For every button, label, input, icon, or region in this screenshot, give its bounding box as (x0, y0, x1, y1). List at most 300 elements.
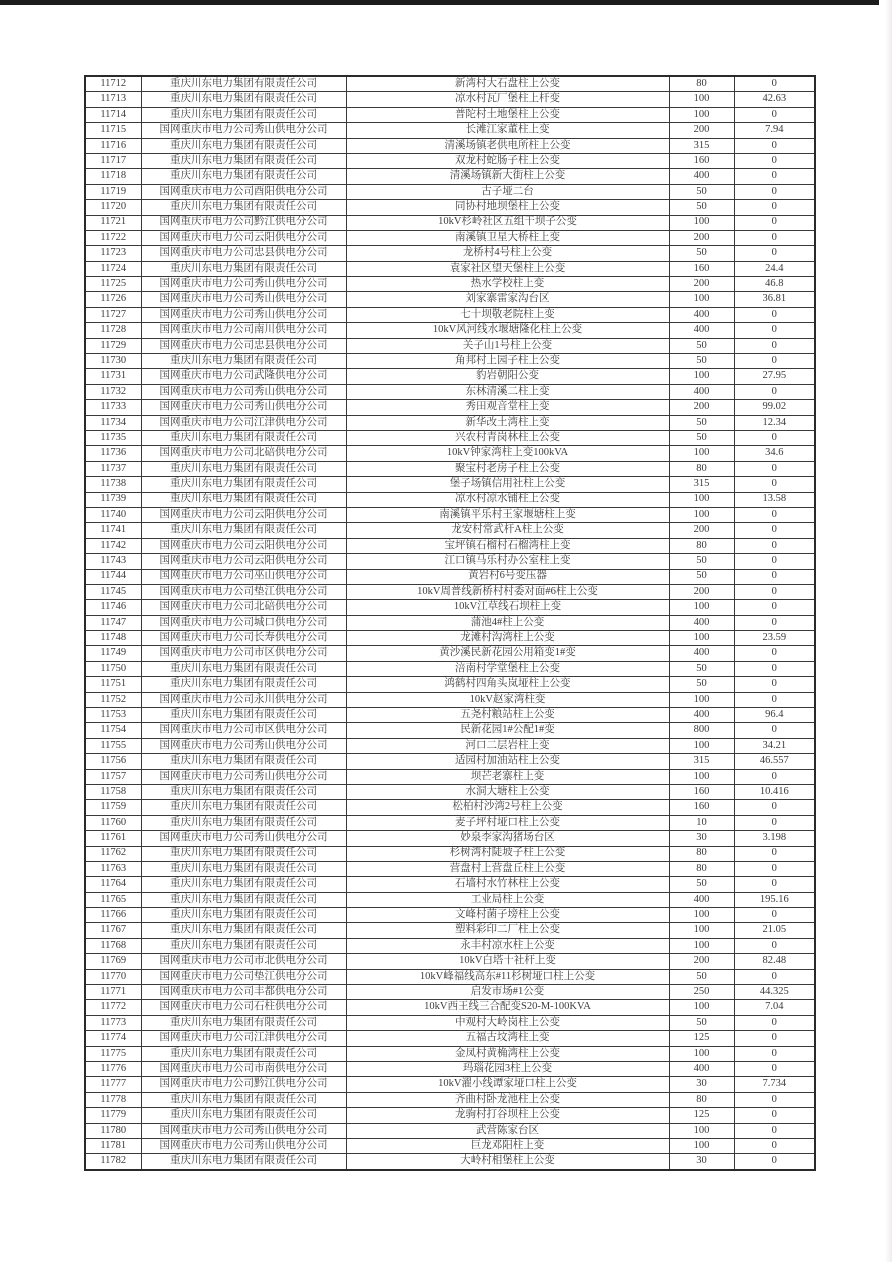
cell-value: 0 (734, 354, 815, 369)
table-row (85, 307, 815, 322)
cell-company: 重庆川东电力集团有限责任公司 (141, 1046, 346, 1061)
cell-capacity: 200 (669, 523, 734, 538)
cell-id: 11738 (85, 477, 141, 492)
cell-id: 11741 (85, 523, 141, 538)
cell-value: 0 (734, 861, 815, 876)
cell-name: 凉水村瓦厂堡柱上杆变 (346, 92, 669, 107)
cell-company: 国网重庆市电力公司酉阳供电分公司 (141, 184, 346, 199)
cell-id: 11772 (85, 1000, 141, 1015)
cell-name: 龙滩村沟湾柱上公变 (346, 631, 669, 646)
cell-value: 0 (734, 661, 815, 676)
cell-id: 11724 (85, 261, 141, 276)
cell-name: 凉水村凉水铺柱上公变 (346, 492, 669, 507)
cell-company: 重庆川东电力集团有限责任公司 (141, 708, 346, 723)
cell-id: 11778 (85, 1092, 141, 1107)
cell-company: 国网重庆市电力公司云阳供电分公司 (141, 554, 346, 569)
cell-id: 11755 (85, 738, 141, 753)
cell-name: 宝坪镇石榴村石榴湾柱上变 (346, 538, 669, 553)
cell-id: 11719 (85, 184, 141, 199)
cell-name: 黄沙溪民新花园公用箱变1#变 (346, 646, 669, 661)
cell-id: 11774 (85, 1031, 141, 1046)
cell-id: 11751 (85, 677, 141, 692)
cell-company: 重庆川东电力集团有限责任公司 (141, 1092, 346, 1107)
cell-capacity: 125 (669, 1108, 734, 1123)
cell-value: 0 (734, 1123, 815, 1138)
cell-company: 国网重庆市电力公司秀山供电分公司 (141, 738, 346, 753)
cell-company: 国网重庆市电力公司永川供电分公司 (141, 692, 346, 707)
cell-id: 11749 (85, 646, 141, 661)
cell-capacity: 160 (669, 784, 734, 799)
cell-capacity: 30 (669, 831, 734, 846)
cell-capacity: 160 (669, 800, 734, 815)
cell-name: 10kV赵家湾柱变 (346, 692, 669, 707)
cell-name: 五福古坟湾柱上变 (346, 1031, 669, 1046)
cell-capacity: 10 (669, 815, 734, 830)
cell-name: 适园村加油站柱上公变 (346, 754, 669, 769)
cell-id: 11765 (85, 892, 141, 907)
cell-name: 麦子坪村垭口柱上公变 (346, 815, 669, 830)
cell-capacity: 100 (669, 215, 734, 230)
table-row (85, 400, 815, 415)
table-row (85, 969, 815, 984)
cell-name: 黄岩村6号变压器 (346, 569, 669, 584)
cell-name: 清溪场镇新大街柱上公变 (346, 169, 669, 184)
cell-name: 刘家寨雷家沟台区 (346, 292, 669, 307)
table-row (85, 784, 815, 799)
cell-id: 11777 (85, 1077, 141, 1092)
cell-value: 0 (734, 246, 815, 261)
cell-capacity: 125 (669, 1031, 734, 1046)
cell-value: 0 (734, 1031, 815, 1046)
cell-id: 11723 (85, 246, 141, 261)
cell-value: 7.734 (734, 1077, 815, 1092)
cell-name: 10kV西王线三合配变S20-M-100KVA (346, 1000, 669, 1015)
cell-value: 0 (734, 800, 815, 815)
cell-capacity: 400 (669, 307, 734, 322)
cell-capacity: 100 (669, 738, 734, 753)
table-row (85, 107, 815, 122)
cell-name: 堡子场镇信用社柱上公变 (346, 477, 669, 492)
cell-company: 重庆川东电力集团有限责任公司 (141, 1154, 346, 1170)
table-row (85, 1000, 815, 1015)
cell-capacity: 100 (669, 923, 734, 938)
cell-id: 11748 (85, 631, 141, 646)
cell-name: 齐曲村卧龙池柱上公变 (346, 1092, 669, 1107)
cell-capacity: 80 (669, 76, 734, 92)
cell-value: 0 (734, 507, 815, 522)
table-row (85, 230, 815, 245)
cell-name: 松柏村沙湾2号柱上公变 (346, 800, 669, 815)
cell-company: 重庆川东电力集团有限责任公司 (141, 800, 346, 815)
cell-value: 0 (734, 307, 815, 322)
cell-id: 11733 (85, 400, 141, 415)
cell-id: 11746 (85, 600, 141, 615)
table-row (85, 215, 815, 230)
table-row (85, 1015, 815, 1030)
cell-name: 古子垭二台 (346, 184, 669, 199)
cell-value: 0 (734, 877, 815, 892)
cell-id: 11782 (85, 1154, 141, 1170)
cell-name: 鸿鹤村四角头岚垭柱上公变 (346, 677, 669, 692)
cell-value: 23.59 (734, 631, 815, 646)
cell-company: 国网重庆市电力公司云阳供电分公司 (141, 230, 346, 245)
table-row (85, 738, 815, 753)
cell-id: 11754 (85, 723, 141, 738)
table-row (85, 769, 815, 784)
table-row (85, 92, 815, 107)
cell-name: 豹岩朝阳公变 (346, 369, 669, 384)
cell-value: 0 (734, 584, 815, 599)
cell-id: 11736 (85, 446, 141, 461)
cell-value: 0 (734, 615, 815, 630)
cell-id: 11716 (85, 138, 141, 153)
cell-value: 0 (734, 677, 815, 692)
cell-company: 国网重庆市电力公司秀山供电分公司 (141, 1123, 346, 1138)
cell-company: 重庆川东电力集团有限责任公司 (141, 861, 346, 876)
cell-id: 11773 (85, 1015, 141, 1030)
table-row (85, 200, 815, 215)
cell-capacity: 100 (669, 369, 734, 384)
cell-company: 重庆川东电力集团有限责任公司 (141, 461, 346, 476)
cell-value: 0 (734, 846, 815, 861)
table-row (85, 661, 815, 676)
cell-capacity: 100 (669, 769, 734, 784)
cell-name: 巨龙邓阳柱上变 (346, 1138, 669, 1153)
cell-name: 工业局柱上公变 (346, 892, 669, 907)
cell-id: 11728 (85, 323, 141, 338)
cell-id: 11747 (85, 615, 141, 630)
cell-name: 10kV濯小线谭家垭口柱上公变 (346, 1077, 669, 1092)
cell-capacity: 50 (669, 969, 734, 984)
table-row (85, 831, 815, 846)
cell-company: 国网重庆市电力公司秀山供电分公司 (141, 384, 346, 399)
cell-name: 蒲池4#柱上公变 (346, 615, 669, 630)
cell-name: 10kV白塔十社杆上变 (346, 954, 669, 969)
cell-capacity: 80 (669, 846, 734, 861)
cell-company: 重庆川东电力集团有限责任公司 (141, 661, 346, 676)
cell-value: 0 (734, 815, 815, 830)
cell-value: 0 (734, 169, 815, 184)
cell-name: 聚宝村老房子柱上公变 (346, 461, 669, 476)
cell-capacity: 100 (669, 1046, 734, 1061)
cell-id: 11743 (85, 554, 141, 569)
cell-id: 11758 (85, 784, 141, 799)
table-row (85, 369, 815, 384)
table-row (85, 1031, 815, 1046)
cell-value: 0 (734, 200, 815, 215)
cell-capacity: 100 (669, 92, 734, 107)
cell-capacity: 50 (669, 184, 734, 199)
cell-capacity: 250 (669, 985, 734, 1000)
cell-capacity: 200 (669, 230, 734, 245)
page-right-edge (885, 0, 892, 1262)
cell-name: 五尧村粮站柱上公变 (346, 708, 669, 723)
cell-value: 0 (734, 1138, 815, 1153)
cell-company: 国网重庆市电力公司南川供电分公司 (141, 323, 346, 338)
cell-id: 11727 (85, 307, 141, 322)
cell-company: 国网重庆市电力公司黔江供电分公司 (141, 215, 346, 230)
table-row (85, 123, 815, 138)
cell-company: 重庆川东电力集团有限责任公司 (141, 892, 346, 907)
cell-name: 兴农村青岗林柱上公变 (346, 430, 669, 445)
records-table (84, 75, 816, 1171)
cell-name: 七十坝敬老院柱上变 (346, 307, 669, 322)
cell-capacity: 400 (669, 1062, 734, 1077)
cell-capacity: 315 (669, 754, 734, 769)
cell-capacity: 200 (669, 954, 734, 969)
cell-id: 11768 (85, 938, 141, 953)
cell-capacity: 80 (669, 861, 734, 876)
table-row (85, 277, 815, 292)
cell-id: 11760 (85, 815, 141, 830)
cell-capacity: 400 (669, 615, 734, 630)
cell-name: 10kV峰福线高东#11杉树垭口柱上公变 (346, 969, 669, 984)
cell-name: 杉树湾村陡坡子柱上公变 (346, 846, 669, 861)
cell-company: 国网重庆市电力公司巫山供电分公司 (141, 569, 346, 584)
cell-company: 重庆川东电力集团有限责任公司 (141, 138, 346, 153)
cell-value: 3.198 (734, 831, 815, 846)
cell-name: 金凤村黄桷湾柱上公变 (346, 1046, 669, 1061)
cell-name: 妙泉李家沟猪场台区 (346, 831, 669, 846)
cell-id: 11740 (85, 507, 141, 522)
table-row (85, 646, 815, 661)
cell-company: 国网重庆市电力公司城口供电分公司 (141, 615, 346, 630)
cell-value: 0 (734, 938, 815, 953)
table-row (85, 261, 815, 276)
cell-name: 关子山1号柱上公变 (346, 338, 669, 353)
table-row (85, 954, 815, 969)
cell-company: 国网重庆市电力公司秀山供电分公司 (141, 277, 346, 292)
table-row (85, 908, 815, 923)
cell-id: 11766 (85, 908, 141, 923)
cell-company: 国网重庆市电力公司秀山供电分公司 (141, 292, 346, 307)
cell-value: 0 (734, 153, 815, 168)
cell-id: 11763 (85, 861, 141, 876)
cell-company: 国网重庆市电力公司江津供电分公司 (141, 415, 346, 430)
table-row (85, 323, 815, 338)
page-top-edge-bar (0, 0, 879, 5)
cell-name: 武营陈家台区 (346, 1123, 669, 1138)
cell-id: 11775 (85, 1046, 141, 1061)
cell-id: 11737 (85, 461, 141, 476)
table-row (85, 985, 815, 1000)
cell-capacity: 80 (669, 461, 734, 476)
table-row (85, 169, 815, 184)
cell-capacity: 50 (669, 677, 734, 692)
cell-value: 82.48 (734, 954, 815, 969)
cell-company: 国网重庆市电力公司市区供电分公司 (141, 723, 346, 738)
cell-id: 11752 (85, 692, 141, 707)
cell-company: 重庆川东电力集团有限责任公司 (141, 430, 346, 445)
cell-company: 重庆川东电力集团有限责任公司 (141, 107, 346, 122)
cell-id: 11781 (85, 1138, 141, 1153)
cell-value: 0 (734, 477, 815, 492)
cell-name: 龙桥村4号柱上公变 (346, 246, 669, 261)
cell-value: 0 (734, 692, 815, 707)
cell-id: 11750 (85, 661, 141, 676)
cell-company: 重庆川东电力集团有限责任公司 (141, 877, 346, 892)
cell-name: 中观村大岭岗柱上公变 (346, 1015, 669, 1030)
cell-company: 国网重庆市电力公司市南供电分公司 (141, 1062, 346, 1077)
table-row (85, 877, 815, 892)
cell-capacity: 100 (669, 446, 734, 461)
table-row (85, 708, 815, 723)
cell-value: 0 (734, 107, 815, 122)
cell-company: 国网重庆市电力公司石柱供电分公司 (141, 1000, 346, 1015)
cell-name: 民新花园1#公配1#变 (346, 723, 669, 738)
table-row (85, 446, 815, 461)
cell-capacity: 50 (669, 554, 734, 569)
cell-name: 热水学校柱上变 (346, 277, 669, 292)
table-row (85, 1077, 815, 1092)
cell-capacity: 400 (669, 384, 734, 399)
cell-id: 11780 (85, 1123, 141, 1138)
cell-id: 11767 (85, 923, 141, 938)
table-row (85, 153, 815, 168)
cell-name: 清溪场镇老供电所柱上公变 (346, 138, 669, 153)
cell-value: 0 (734, 384, 815, 399)
cell-name: 10kV风河线水堰塘隆化柱上公变 (346, 323, 669, 338)
cell-capacity: 800 (669, 723, 734, 738)
cell-company: 重庆川东电力集团有限责任公司 (141, 846, 346, 861)
cell-id: 11779 (85, 1108, 141, 1123)
cell-name: 角邦村上园子柱上公变 (346, 354, 669, 369)
cell-name: 江口镇马乐村办公室柱上变 (346, 554, 669, 569)
table-row (85, 1062, 815, 1077)
cell-name: 龙驹村打谷坝柱上公变 (346, 1108, 669, 1123)
cell-id: 11714 (85, 107, 141, 122)
cell-value: 0 (734, 600, 815, 615)
table-row (85, 1123, 815, 1138)
cell-value: 7.04 (734, 1000, 815, 1015)
cell-value: 13.58 (734, 492, 815, 507)
cell-capacity: 50 (669, 338, 734, 353)
cell-id: 11731 (85, 369, 141, 384)
cell-capacity: 100 (669, 600, 734, 615)
cell-company: 国网重庆市电力公司忠县供电分公司 (141, 246, 346, 261)
cell-capacity: 160 (669, 153, 734, 168)
cell-name: 同协村地坝堡柱上公变 (346, 200, 669, 215)
table-row (85, 1046, 815, 1061)
cell-name: 启发市场#1公变 (346, 985, 669, 1000)
table-row (85, 477, 815, 492)
cell-value: 0 (734, 538, 815, 553)
cell-company: 国网重庆市电力公司长寿供电分公司 (141, 631, 346, 646)
cell-value: 34.21 (734, 738, 815, 753)
cell-capacity: 50 (669, 430, 734, 445)
cell-value: 0 (734, 1046, 815, 1061)
cell-value: 46.557 (734, 754, 815, 769)
table-row (85, 584, 815, 599)
cell-value: 0 (734, 1015, 815, 1030)
cell-value: 99.02 (734, 400, 815, 415)
cell-value: 0 (734, 230, 815, 245)
cell-name: 普陀村土地堡柱上公变 (346, 107, 669, 122)
cell-company: 重庆川东电力集团有限责任公司 (141, 815, 346, 830)
cell-value: 0 (734, 184, 815, 199)
table-row (85, 846, 815, 861)
cell-capacity: 400 (669, 169, 734, 184)
cell-value: 0 (734, 969, 815, 984)
table-row (85, 754, 815, 769)
cell-id: 11770 (85, 969, 141, 984)
cell-value: 0 (734, 523, 815, 538)
table-row (85, 354, 815, 369)
table-body (85, 76, 815, 1170)
cell-capacity: 400 (669, 323, 734, 338)
cell-name: 河口二层岩柱上变 (346, 738, 669, 753)
cell-id: 11715 (85, 123, 141, 138)
cell-id: 11769 (85, 954, 141, 969)
cell-company: 重庆川东电力集团有限责任公司 (141, 923, 346, 938)
cell-id: 11729 (85, 338, 141, 353)
table-row (85, 815, 815, 830)
cell-value: 0 (734, 569, 815, 584)
cell-company: 国网重庆市电力公司黔江供电分公司 (141, 1077, 346, 1092)
cell-id: 11759 (85, 800, 141, 815)
cell-company: 国网重庆市电力公司秀山供电分公司 (141, 123, 346, 138)
cell-name: 双龙村蛇肠子柱上公变 (346, 153, 669, 168)
table-row (85, 523, 815, 538)
table-row (85, 1092, 815, 1107)
cell-capacity: 100 (669, 631, 734, 646)
cell-name: 永丰村凉水柱上公变 (346, 938, 669, 953)
cell-capacity: 80 (669, 538, 734, 553)
cell-value: 0 (734, 554, 815, 569)
cell-capacity: 315 (669, 138, 734, 153)
cell-capacity: 400 (669, 708, 734, 723)
cell-company: 国网重庆市电力公司秀山供电分公司 (141, 769, 346, 784)
cell-capacity: 50 (669, 877, 734, 892)
cell-id: 11720 (85, 200, 141, 215)
cell-company: 国网重庆市电力公司秀山供电分公司 (141, 1138, 346, 1153)
cell-company: 重庆川东电力集团有限责任公司 (141, 153, 346, 168)
table-row (85, 384, 815, 399)
cell-value: 0 (734, 1092, 815, 1107)
cell-name: 新湾村大石盘柱上公变 (346, 76, 669, 92)
cell-company: 重庆川东电力集团有限责任公司 (141, 677, 346, 692)
table-row (85, 138, 815, 153)
table-row (85, 861, 815, 876)
cell-capacity: 50 (669, 661, 734, 676)
cell-company: 国网重庆市电力公司云阳供电分公司 (141, 538, 346, 553)
cell-id: 11762 (85, 846, 141, 861)
cell-capacity: 80 (669, 1092, 734, 1107)
cell-company: 国网重庆市电力公司垫江供电分公司 (141, 969, 346, 984)
cell-name: 营盘村上营盘丘柱上公变 (346, 861, 669, 876)
cell-company: 重庆川东电力集团有限责任公司 (141, 784, 346, 799)
cell-id: 11721 (85, 215, 141, 230)
cell-value: 0 (734, 769, 815, 784)
cell-company: 重庆川东电力集团有限责任公司 (141, 169, 346, 184)
cell-id: 11722 (85, 230, 141, 245)
cell-company: 重庆川东电力集团有限责任公司 (141, 76, 346, 92)
table-row (85, 923, 815, 938)
cell-company: 国网重庆市电力公司江津供电分公司 (141, 1031, 346, 1046)
cell-id: 11776 (85, 1062, 141, 1077)
cell-company: 重庆川东电力集团有限责任公司 (141, 754, 346, 769)
cell-company: 重庆川东电力集团有限责任公司 (141, 908, 346, 923)
table-row (85, 184, 815, 199)
cell-value: 7.94 (734, 123, 815, 138)
table-row (85, 677, 815, 692)
cell-id: 11739 (85, 492, 141, 507)
cell-value: 12.34 (734, 415, 815, 430)
cell-id: 11713 (85, 92, 141, 107)
cell-name: 石墙村水竹林柱上公变 (346, 877, 669, 892)
cell-capacity: 100 (669, 1123, 734, 1138)
cell-capacity: 50 (669, 200, 734, 215)
